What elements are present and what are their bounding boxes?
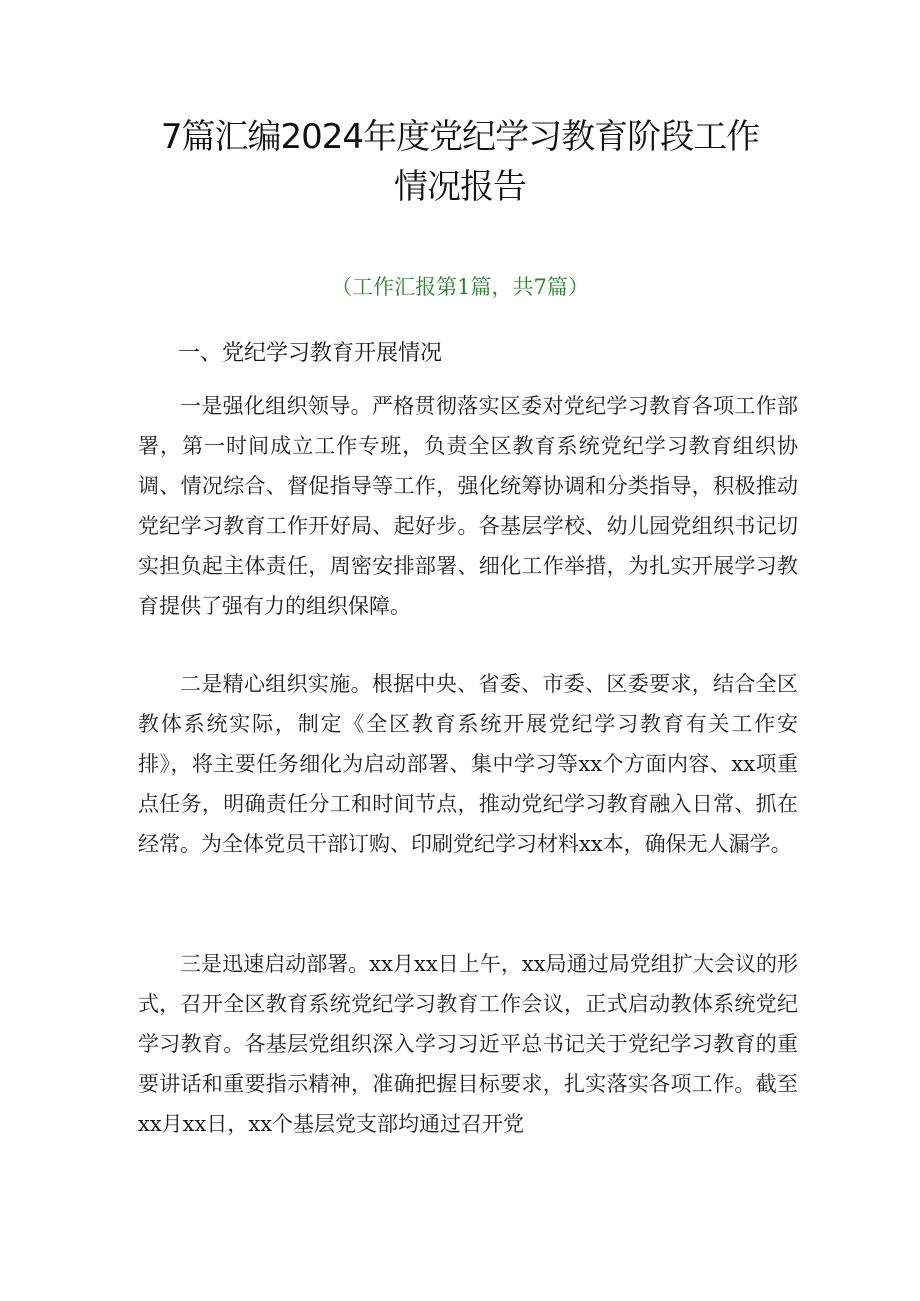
paragraph-3: 三是迅速启动部署。xx月xx日上午，xx局通过局党组扩大会议的形式，召开全区教育系统党纪学习教育工作会议，正式启动教体系统党纪学习教育。各基层党组织深入学习习近平总书记关于党纪学习教育的重要讲话和重要指示精神，准确把握目标要求，扎实落实各项工作。截至xx月xx日，xx个基层党支部均通过召开党 <box>138 952 798 1136</box>
title-line-2: 情况报告 <box>394 167 526 207</box>
title-line-1: 7篇汇编2024年度党纪学习教育阶段工作 <box>160 117 760 157</box>
paragraph-2: 二是精心组织实施。根据中央、省委、市委、区委要求，结合全区教体系统实际，制定《全区教育系统开展党纪学习教育有关工作安排》，将主要任务细化为启动部署、集中学习等xx个方面内容、xx项重点任务，明确责任分工和时间节点，推动党纪学习教育融入日常、抓在经常。为全体党员干部订购、印刷党纪学习材料xx本，确保无人漏学。 <box>138 672 798 856</box>
document-title <box>100 112 820 212</box>
document-subtitle: （工作汇报第1篇，共7篇） <box>331 275 589 299</box>
section-heading: 一、党纪学习教育开展情况 <box>178 341 443 366</box>
paragraph-1: 一是强化组织领导。严格贯彻落实区委对党纪学习教育各项工作部署，第一时间成立工作专班，负责全区教育系统党纪学习教育组织协调、情况综合、督促指导等工作，强化统筹协调和分类指导，积极推动党纪学习教育工作开好局、起好步。各基层学校、幼儿园党组织书记切实担负起主体责任，周密安排部署、细化工作举措，为扎实开展学习教育提供了强有力的组织保障。 <box>138 394 798 618</box>
